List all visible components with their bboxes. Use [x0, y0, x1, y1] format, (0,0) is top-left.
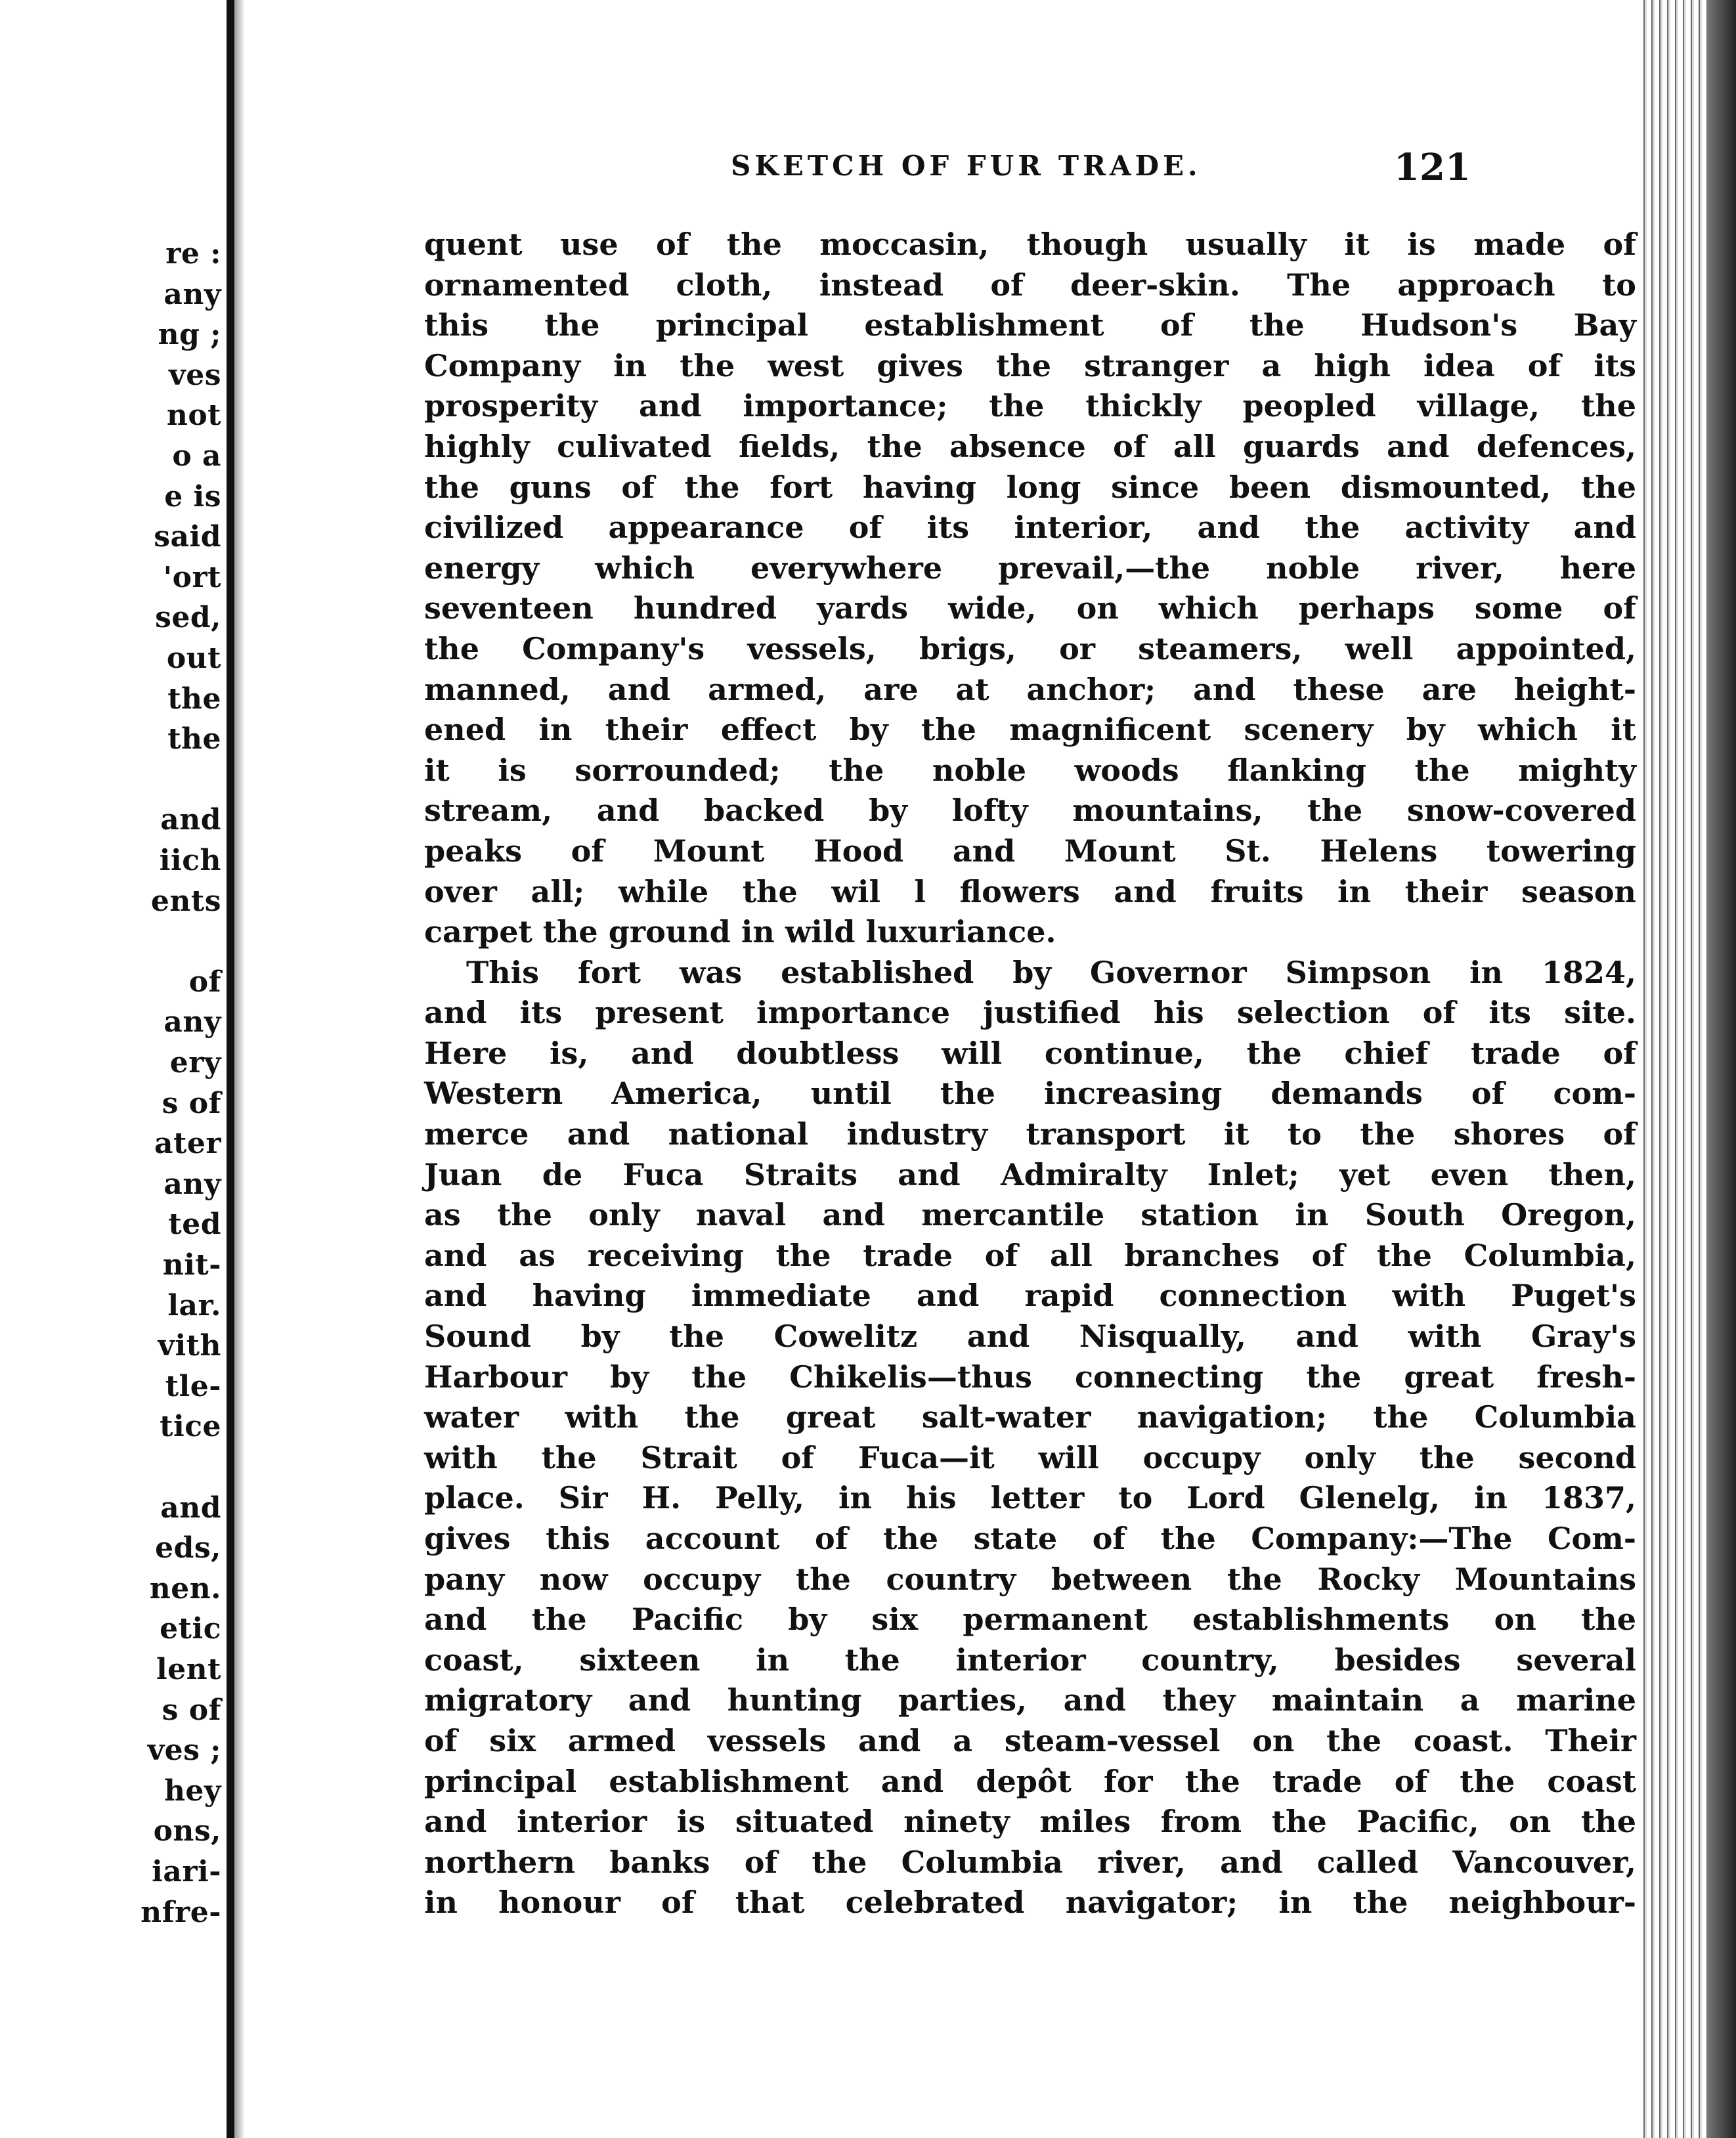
text-line: over all; while the wil l flowers and fruits in their season [424, 873, 1636, 909]
text-line: peaks of Mount Hood and Mount St. Helens towering [424, 833, 1636, 869]
text-line: and interior is situated ninety miles from the Pacific, on the [424, 1804, 1636, 1840]
text-line: it is sorrounded; the noble woods flanking the mighty [424, 752, 1636, 788]
text-line: Sound by the Cowelitz and Nisqually, and with Gray's [424, 1319, 1636, 1355]
facing-page-line: etic [160, 1612, 221, 1646]
facing-page-line: of [188, 965, 221, 999]
text-line: civilized appearance of its interior, and the activity and [424, 510, 1636, 546]
text-line: merce and national industry transport it to the shores of [424, 1116, 1636, 1152]
text-line: of six armed vessels and a steam-vessel on the coast. Their [424, 1722, 1636, 1758]
facing-page-line: ons, [153, 1814, 221, 1848]
facing-page-line: hey [163, 1774, 221, 1808]
facing-page-line: ery [169, 1046, 221, 1080]
text-line: with the Strait of Fuca—it will occupy only the second [424, 1439, 1636, 1475]
book-edge-shadow [1707, 0, 1736, 2138]
facing-page-line: nen. [149, 1571, 221, 1605]
facing-page-line: any [163, 1005, 221, 1039]
book-page [245, 0, 1639, 2138]
facing-page-line: tle- [165, 1369, 221, 1403]
facing-page-line: o a [172, 439, 221, 473]
facing-page-line: s of [162, 1693, 221, 1727]
facing-page-line: any [163, 1167, 221, 1201]
facing-page-line: and [160, 803, 221, 837]
facing-page-line: e is [164, 479, 221, 513]
facing-page-line: iich [159, 844, 221, 877]
facing-page-line: the [167, 722, 221, 756]
text-line: quent use of the moccasin, though usually it is made of [424, 227, 1636, 262]
text-line: Company in the west gives the stranger a high idea of its [424, 347, 1636, 383]
text-line: Juan de Fuca Straits and Admiralty Inlet; yet even then, [424, 1156, 1636, 1192]
text-line: coast, sixteen in the interior country, besides several [424, 1642, 1636, 1678]
facing-page-line: tice [160, 1410, 221, 1444]
text-line: in honour of that celebrated navigator; in the neighbour- [424, 1885, 1636, 1921]
running-head: SKETCH OF FUR TRADE. [731, 150, 1202, 182]
facing-page-line: vith [158, 1329, 221, 1363]
text-line: Here is, and doubtless will continue, the chief trade of [424, 1035, 1636, 1071]
text-line: this the principal establishment of the Hudson's Bay [424, 307, 1636, 343]
text-line: highly culivated fields, the absence of all guards and defences, [424, 428, 1636, 464]
text-line: ornamented cloth, instead of deer-skin. The approach to [424, 267, 1636, 303]
facing-page-line: not [166, 399, 221, 433]
facing-page-line: iari- [152, 1855, 221, 1888]
text-line: the Company's vessels, brigs, or steamers, well appointed, [424, 630, 1636, 666]
text-line: stream, and backed by lofty mountains, the snow-covered [424, 793, 1636, 829]
facing-page-line: ater [154, 1127, 221, 1161]
text-line: Western America, until the increasing demands of com- [424, 1076, 1636, 1112]
text-line: water with the great salt-water navigation; the Columbia [424, 1399, 1636, 1435]
text-line: energy which everywhere prevail,—the noble river, here [424, 550, 1636, 586]
facing-page-line: said [154, 520, 221, 554]
page-number: 121 [1394, 146, 1471, 189]
text-line: and its present importance justified his selection of its site. [424, 995, 1636, 1031]
text-line: ened in their effect by the magnificent scenery by which it [424, 712, 1636, 748]
book-gutter-fade [234, 0, 245, 2138]
text-line: carpet the ground in wild luxuriance. [424, 914, 1056, 950]
book-gutter-shadow [227, 0, 234, 2138]
facing-page-line: ted [168, 1208, 221, 1242]
text-line: pany now occupy the country between the Rocky Mountains [424, 1561, 1636, 1597]
facing-page-line: 'ort [163, 560, 221, 594]
text-line: prosperity and importance; the thickly peopled village, the [424, 388, 1636, 424]
text-line: This fort was established by Governor Simpson in 1824, [466, 954, 1636, 990]
text-line: seventeen hundred yards wide, on which perhaps some of [424, 590, 1636, 626]
facing-page-line: nfre- [141, 1895, 221, 1929]
facing-page-line: sed, [155, 601, 221, 635]
text-line: and the Pacific by six permanent establishments on the [424, 1602, 1636, 1638]
text-line: manned, and armed, are at anchor; and these are height- [424, 671, 1636, 707]
text-line: Harbour by the Chikelis—thus connecting the great fresh- [424, 1359, 1636, 1395]
text-line: place. Sir H. Pelly, in his letter to Lord Glenelg, in 1837, [424, 1480, 1636, 1516]
facing-page-line: ng ; [158, 318, 221, 352]
text-line: the guns of the fort having long since been dismounted, the [424, 469, 1636, 505]
facing-page-fragment [0, 0, 227, 2138]
facing-page-line: re : [165, 237, 221, 271]
facing-page-line: lent [156, 1653, 221, 1686]
page-body-text [424, 225, 1636, 1923]
facing-page-line: nit- [162, 1248, 221, 1282]
facing-page-line: ents [150, 884, 221, 918]
text-line: migratory and hunting parties, and they maintain a marine [424, 1682, 1636, 1718]
facing-page-line: out [166, 642, 221, 675]
facing-page-line: lar. [167, 1288, 221, 1322]
facing-page-line: any [163, 277, 221, 311]
text-line: northern banks of the Columbia river, and called Vancouver, [424, 1844, 1636, 1880]
text-line: as the only naval and mercantile station in South Oregon, [424, 1197, 1636, 1233]
facing-page-line: and [160, 1491, 221, 1525]
facing-page-line: s of [162, 1086, 221, 1120]
facing-page-line: eds, [155, 1531, 221, 1565]
text-line: gives this account of the state of the Company:—The Com- [424, 1521, 1636, 1556]
facing-page-line: the [167, 682, 221, 716]
facing-page-line: ves [169, 358, 221, 392]
text-line: and having immediate and rapid connection with Puget's [424, 1278, 1636, 1314]
text-line: principal establishment and depôt for the trade of the coast [424, 1763, 1636, 1799]
text-line: and as receiving the trade of all branches of the Columbia, [424, 1237, 1636, 1273]
facing-page-line: ves ; [147, 1734, 221, 1768]
